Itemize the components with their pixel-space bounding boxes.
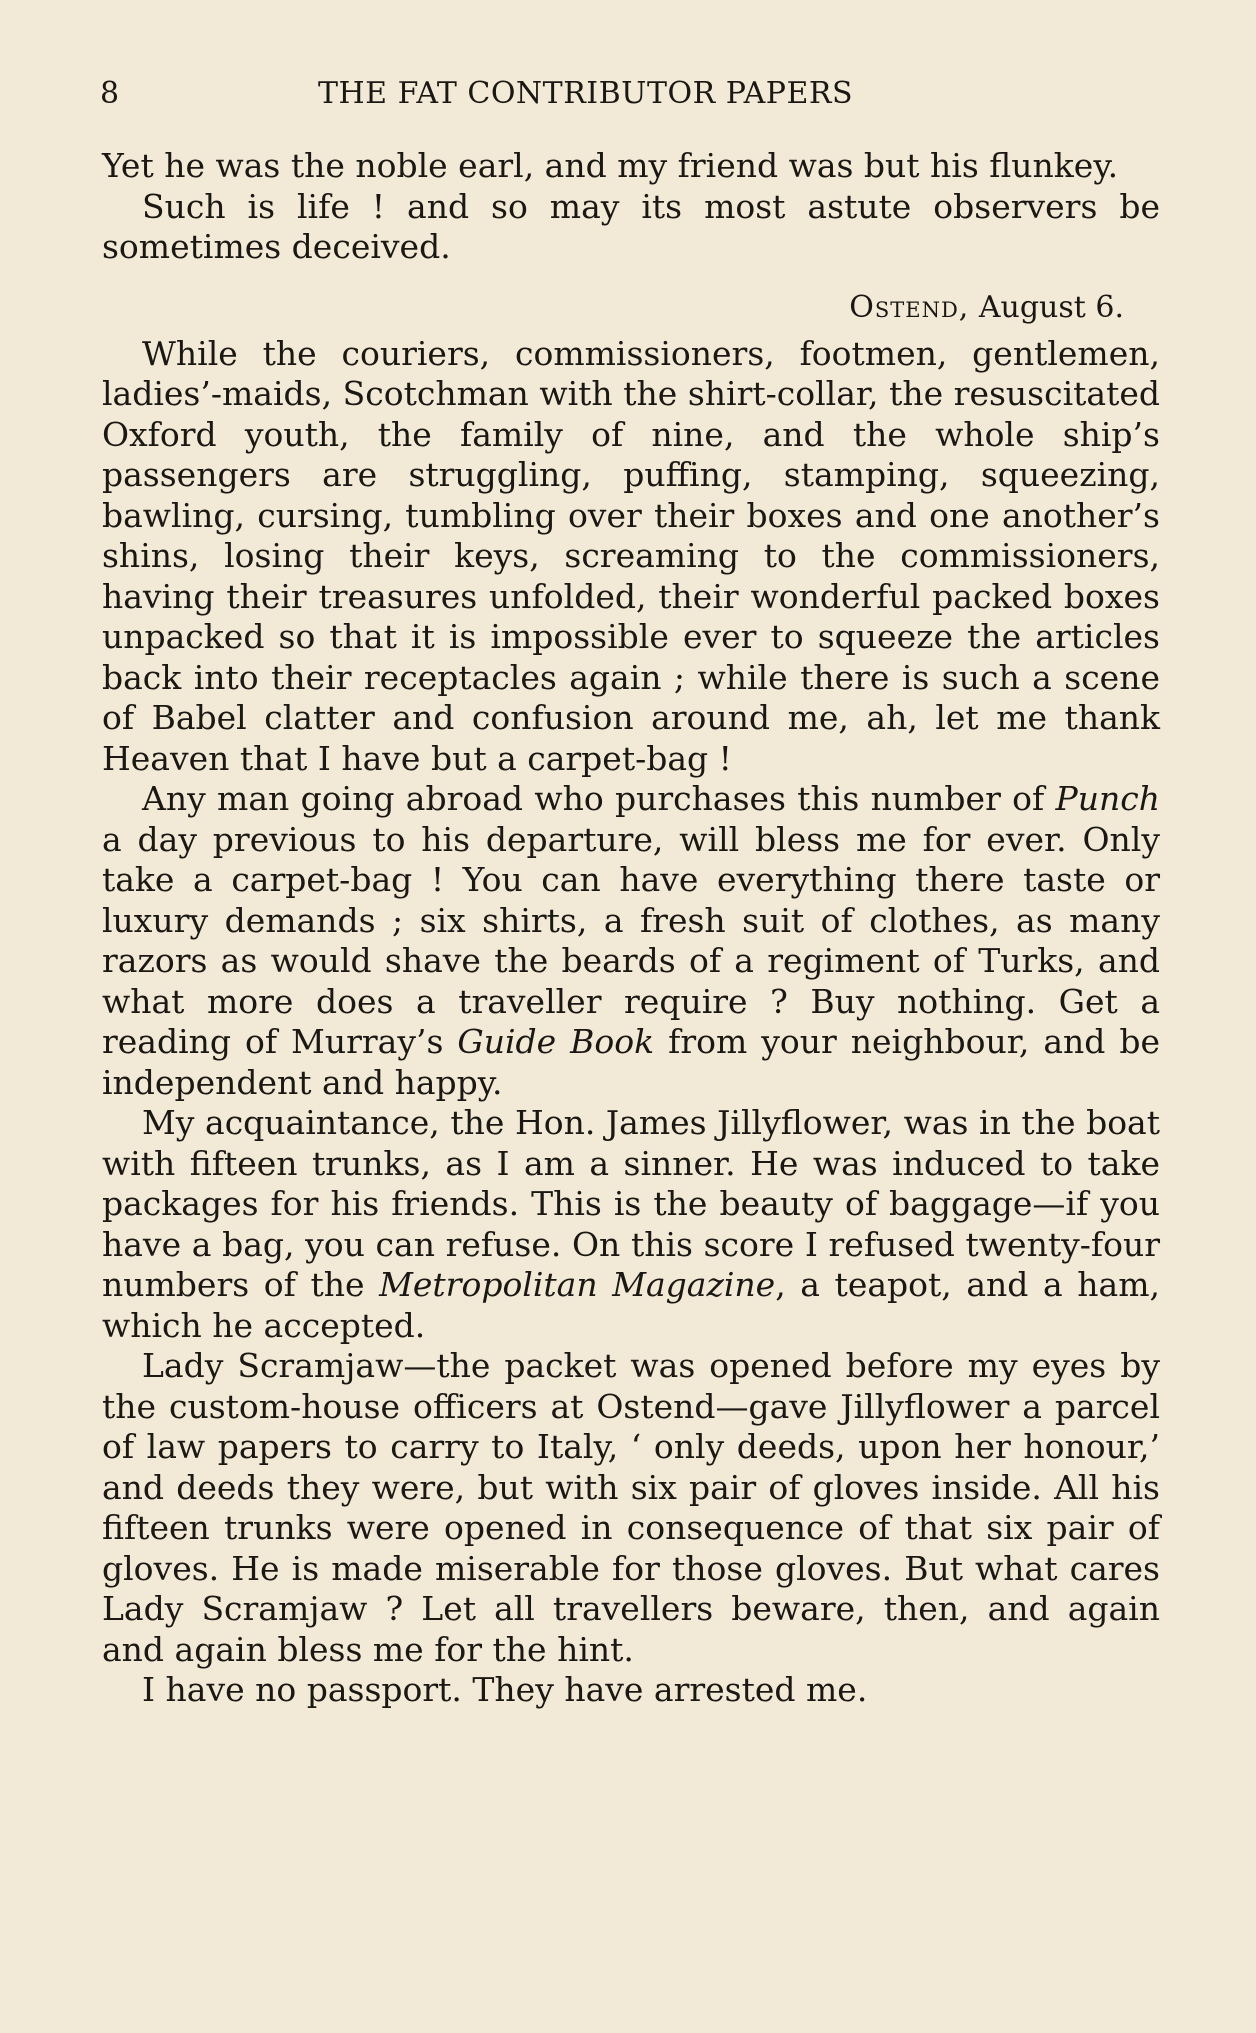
running-head <box>100 72 1160 116</box>
dateline-date: August 6. <box>969 289 1124 325</box>
paragraph-5-part-b: , a teapot, and a ham, which he accepted. <box>102 1265 1160 1345</box>
paragraph-3: While the couriers, commissioners, footmen, gentlemen, ladies’-maids, Scotchman with the shirt-collar, the resuscitated Oxford youth, the family of nine, and the whole ship’s passengers are struggling, puffing, stamping, squeezing, bawling, cursing, tumbling over their boxes and one another’s shins, losing their keys, screaming to the commissioners, having their treasures unfolded, their wonderful packed boxes unpacked so that it is impossible ever to squeeze the articles back into their receptacles again ; while there is such a scene of Babel clatter and confusion around me, ah, let me thank Heaven that I have but a carpet-bag ! <box>102 333 1160 778</box>
paragraph-7: I have no passport. They have arrested me. <box>142 1670 868 1709</box>
guide-book-title: Guide Book <box>457 1022 655 1061</box>
paragraph-4 <box>102 779 1160 1103</box>
paragraph-4-part-a: Any man going abroad who purchases this number of <box>142 779 1056 818</box>
paragraph-5-part-a: My acquaintance, the Hon. James Jillyflower, was in the boat with fifteen trunks, as I am a sinner. He was induced to take packages for his friends. This is the beauty of baggage—if you have a bag, you can refuse. On this score I refused twenty-four numbers of the <box>102 1103 1160 1304</box>
body-text <box>102 146 1160 1711</box>
punch-title: Punch <box>1055 779 1160 818</box>
paragraph-4-part-c: from your neighbour, and be independent and happy. <box>102 1022 1161 1102</box>
paragraph-6: Lady Scramjaw—the packet was opened before my eyes by the custom-house officers at Ostend—gave Jillyflower a parcel of law papers to carry to Italy, ‘ only deeds, upon her honour,’ and deeds they were, but with six pair of gloves inside. All his fifteen trunks were opened in consequence of that six pair of gloves. He is made miserable for those gloves. But what cares Lady Scramjaw ? Let all travellers beware, then, and again and again bless me for the hint. <box>102 1346 1160 1669</box>
dateline <box>102 288 1160 328</box>
paragraph-5 <box>102 1103 1160 1346</box>
paragraph-1: Yet he was the noble earl, and my friend was but his flunkey. <box>102 146 1119 185</box>
page-number: 8 <box>100 76 120 111</box>
paragraph-2: Such is life ! and so may its most astute observers be sometimes deceived. <box>102 186 1160 266</box>
dateline-place: Ostend, <box>849 289 970 325</box>
magazine-title: Metropolitan Magazine <box>379 1265 776 1304</box>
book-title: THE FAT CONTRIBUTOR PAPERS <box>318 76 854 111</box>
paragraph-4-part-b: a day previous to his departure, will bless me for ever. Only take a carpet-bag ! You can have everything there taste or luxury demands ; six shirts, a fresh suit of clothes, as many razors as would shave the beards of a regiment of Turks, and what more does a traveller require ? Buy nothing. Get a reading of Murray’s <box>102 819 1160 1061</box>
